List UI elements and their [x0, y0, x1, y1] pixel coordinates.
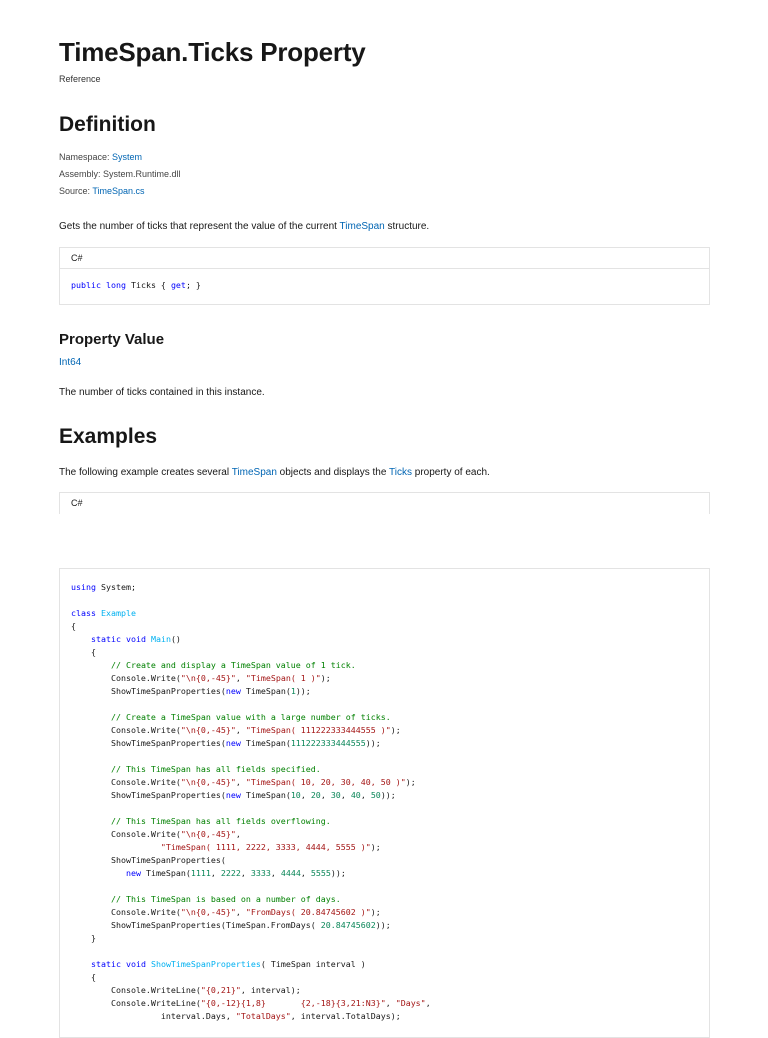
- code-identifier: ShowTimeSpanProperties: [150, 959, 261, 969]
- signature-code: [71, 280, 201, 290]
- code-text: ,: [240, 868, 251, 878]
- code-number: 1111: [190, 868, 211, 878]
- code-keyword: public: [71, 280, 101, 290]
- code-text: );: [370, 842, 381, 852]
- code-text: {: [71, 621, 76, 631]
- code-text: Console.Write(: [71, 777, 181, 787]
- code-text: ShowTimeSpanProperties(: [71, 790, 226, 800]
- code-number: 111222333444555: [290, 738, 366, 748]
- code-text: [71, 842, 161, 852]
- code-string: "\n{0,-45}": [180, 907, 236, 917]
- code-string: "\n{0,-45}": [180, 829, 236, 839]
- code-number: 10: [290, 790, 301, 800]
- definition-heading: Definition: [59, 113, 156, 136]
- code-line: [71, 724, 401, 737]
- code-string: "TotalDays": [235, 1011, 291, 1021]
- code-string: "FromDays( 20.84745602 )": [245, 907, 371, 917]
- code-text: [71, 764, 111, 774]
- code-keyword: long: [105, 280, 126, 290]
- examples-intro-before: The following example creates several: [59, 467, 232, 478]
- code-text: interval.Days,: [71, 1011, 236, 1021]
- code-comment: // Create and display a TimeSpan value of 1 tick.: [110, 660, 356, 670]
- code-keyword: static: [90, 634, 121, 644]
- namespace-row: [59, 152, 142, 162]
- code-line: [71, 906, 381, 919]
- code-keyword: void: [125, 959, 146, 969]
- code-number: 2222: [220, 868, 241, 878]
- code-text: {: [71, 647, 96, 657]
- code-keyword: get: [170, 280, 186, 290]
- code-text: ));: [295, 686, 311, 696]
- code-line: [71, 672, 331, 685]
- timespan-link[interactable]: TimeSpan: [231, 467, 277, 478]
- code-text: (): [170, 634, 181, 644]
- code-line: [71, 607, 136, 620]
- code-keyword: using: [71, 582, 96, 592]
- assembly-label: Assembly:: [59, 169, 101, 179]
- code-text: Console.Write(: [71, 829, 181, 839]
- code-text: [71, 712, 111, 722]
- code-line: [71, 841, 381, 854]
- code-keyword: new: [225, 686, 241, 696]
- code-line: [71, 763, 321, 776]
- code-text: , interval);: [240, 985, 301, 995]
- code-string: "TimeSpan( 10, 20, 30, 40, 50 )": [245, 777, 406, 787]
- code-text: Console.WriteLine(: [71, 985, 201, 995]
- code-line: [71, 737, 381, 750]
- code-line: [71, 659, 356, 672]
- code-number: 1: [290, 686, 296, 696]
- code-keyword: class: [71, 608, 96, 618]
- code-keyword: new: [125, 868, 141, 878]
- code-text: ,: [300, 790, 311, 800]
- code-number: 20.84745602: [320, 920, 376, 930]
- code-text: ,: [235, 907, 246, 917]
- code-keyword: static: [90, 959, 121, 969]
- code-text: ; }: [185, 280, 201, 290]
- code-comment: // This TimeSpan has all fields overflowing.: [110, 816, 331, 826]
- examples-heading: Examples: [59, 425, 158, 448]
- code-line: [71, 958, 366, 971]
- code-line: [71, 828, 241, 841]
- code-text: Console.Write(: [71, 725, 181, 735]
- summary-text: [59, 221, 429, 232]
- code-keyword: void: [125, 634, 146, 644]
- code-comment: // This TimeSpan is based on a number of days.: [110, 894, 341, 904]
- int64-link[interactable]: Int64: [59, 357, 82, 368]
- code-line: [71, 646, 96, 659]
- code-text: ShowTimeSpanProperties(: [71, 686, 226, 696]
- code-text: [71, 660, 111, 670]
- namespace-link[interactable]: System: [112, 152, 143, 162]
- example-code: [60, 569, 709, 1038]
- code-text: System;: [95, 582, 136, 592]
- code-string: "TimeSpan( 1 )": [245, 673, 321, 683]
- code-text: );: [370, 907, 381, 917]
- code-text: ,: [340, 790, 351, 800]
- property-value-heading: Property Value: [59, 331, 165, 348]
- code-text: TimeSpan(: [240, 686, 291, 696]
- code-line: [71, 620, 76, 633]
- code-text: ( TimeSpan interval ): [260, 959, 366, 969]
- code-text: TimeSpan(: [240, 790, 291, 800]
- signature-code-block: [59, 247, 710, 305]
- code-line: [71, 685, 311, 698]
- example-code-block: [59, 568, 710, 1038]
- code-line: [71, 997, 431, 1010]
- code-text: [71, 959, 91, 969]
- code-line: [71, 971, 96, 984]
- code-text: ,: [235, 777, 246, 787]
- code-text: , interval.TotalDays);: [290, 1011, 401, 1021]
- example-code-header: [59, 492, 710, 514]
- page-title: TimeSpan.Ticks Property: [59, 37, 366, 67]
- code-text: [71, 894, 111, 904]
- code-text: ,: [320, 790, 331, 800]
- source-link[interactable]: TimeSpan.cs: [92, 186, 145, 196]
- code-line: [71, 776, 416, 789]
- code-identifier: Main: [150, 634, 171, 644]
- code-line: [71, 932, 96, 945]
- code-text: ,: [270, 868, 281, 878]
- timespan-link[interactable]: TimeSpan: [339, 221, 385, 232]
- code-text: Ticks {: [125, 280, 171, 290]
- examples-intro-after: property of each.: [411, 467, 490, 478]
- code-line: [71, 581, 136, 594]
- code-text: ));: [365, 738, 381, 748]
- assembly-value: System.Runtime.dll: [103, 169, 181, 179]
- code-line: [71, 633, 181, 646]
- code-text: [71, 816, 111, 826]
- assembly-row: [59, 169, 181, 179]
- code-text: ShowTimeSpanProperties(TimeSpan.FromDays(: [71, 920, 321, 930]
- code-keyword: new: [225, 790, 241, 800]
- code-text: ));: [375, 920, 391, 930]
- code-identifier: Example: [100, 608, 136, 618]
- code-text: ,: [235, 829, 241, 839]
- code-text: ,: [210, 868, 221, 878]
- code-text: );: [390, 725, 401, 735]
- summary-before: Gets the number of ticks that represent the value of the current: [59, 221, 340, 232]
- code-text: [71, 634, 91, 644]
- code-text: [71, 868, 126, 878]
- property-value-description: The number of ticks contained in this instance.: [59, 387, 265, 398]
- code-comment: // Create a TimeSpan value with a large number of ticks.: [110, 712, 391, 722]
- code-text: Console.WriteLine(: [71, 998, 201, 1008]
- code-string: "{0,21}": [200, 985, 241, 995]
- code-string: "TimeSpan( 1111, 2222, 3333, 4444, 5555 )": [160, 842, 371, 852]
- code-string: "TimeSpan( 111222333444555 )": [245, 725, 391, 735]
- examples-intro: [59, 467, 490, 478]
- reference-label: Reference: [59, 74, 101, 84]
- code-text: ));: [380, 790, 396, 800]
- code-line: [71, 854, 226, 867]
- code-text: ,: [235, 725, 246, 735]
- code-text: ,: [425, 998, 431, 1008]
- code-number: 5555: [310, 868, 331, 878]
- ticks-link[interactable]: Ticks: [389, 467, 412, 478]
- code-line: [71, 789, 396, 802]
- source-row: [59, 186, 145, 196]
- code-string: "{0,-12}{1,8} {2,-18}{3,21:N3}": [200, 998, 386, 1008]
- code-string: "\n{0,-45}": [180, 673, 236, 683]
- code-text: ,: [385, 998, 396, 1008]
- code-string: "\n{0,-45}": [180, 777, 236, 787]
- code-number: 4444: [280, 868, 301, 878]
- summary-after: structure.: [384, 221, 430, 232]
- code-text: ,: [300, 868, 311, 878]
- code-line: [71, 867, 346, 880]
- code-line: [71, 1010, 401, 1023]
- code-text: ,: [235, 673, 246, 683]
- code-text: );: [320, 673, 331, 683]
- code-line: [71, 984, 301, 997]
- code-text: }: [71, 933, 96, 943]
- code-string: "\n{0,-45}": [180, 725, 236, 735]
- code-comment: // This TimeSpan has all fields specified.: [110, 764, 321, 774]
- code-keyword: new: [225, 738, 241, 748]
- source-label: Source:: [59, 186, 91, 196]
- namespace-label: Namespace:: [59, 152, 110, 162]
- code-number: 30: [330, 790, 341, 800]
- code-line: [71, 711, 391, 724]
- code-text: Console.Write(: [71, 907, 181, 917]
- code-text: TimeSpan(: [140, 868, 191, 878]
- code-number: 50: [370, 790, 381, 800]
- code-text: ));: [330, 868, 346, 878]
- code-line: [71, 815, 331, 828]
- code-text: ShowTimeSpanProperties(: [71, 738, 226, 748]
- code-string: "Days": [395, 998, 426, 1008]
- code-number: 40: [350, 790, 361, 800]
- code-number: 20: [310, 790, 321, 800]
- code-text: TimeSpan(: [240, 738, 291, 748]
- code-text: );: [405, 777, 416, 787]
- code-line: [71, 919, 391, 932]
- code-language-label: C#: [71, 498, 83, 508]
- examples-intro-middle: objects and displays the: [276, 467, 390, 478]
- code-text: ,: [360, 790, 371, 800]
- code-number: 3333: [250, 868, 271, 878]
- code-text: {: [71, 972, 96, 982]
- code-line: [71, 893, 341, 906]
- code-language-label: C#: [60, 248, 709, 269]
- code-text: ShowTimeSpanProperties(: [71, 855, 226, 865]
- code-text: Console.Write(: [71, 673, 181, 683]
